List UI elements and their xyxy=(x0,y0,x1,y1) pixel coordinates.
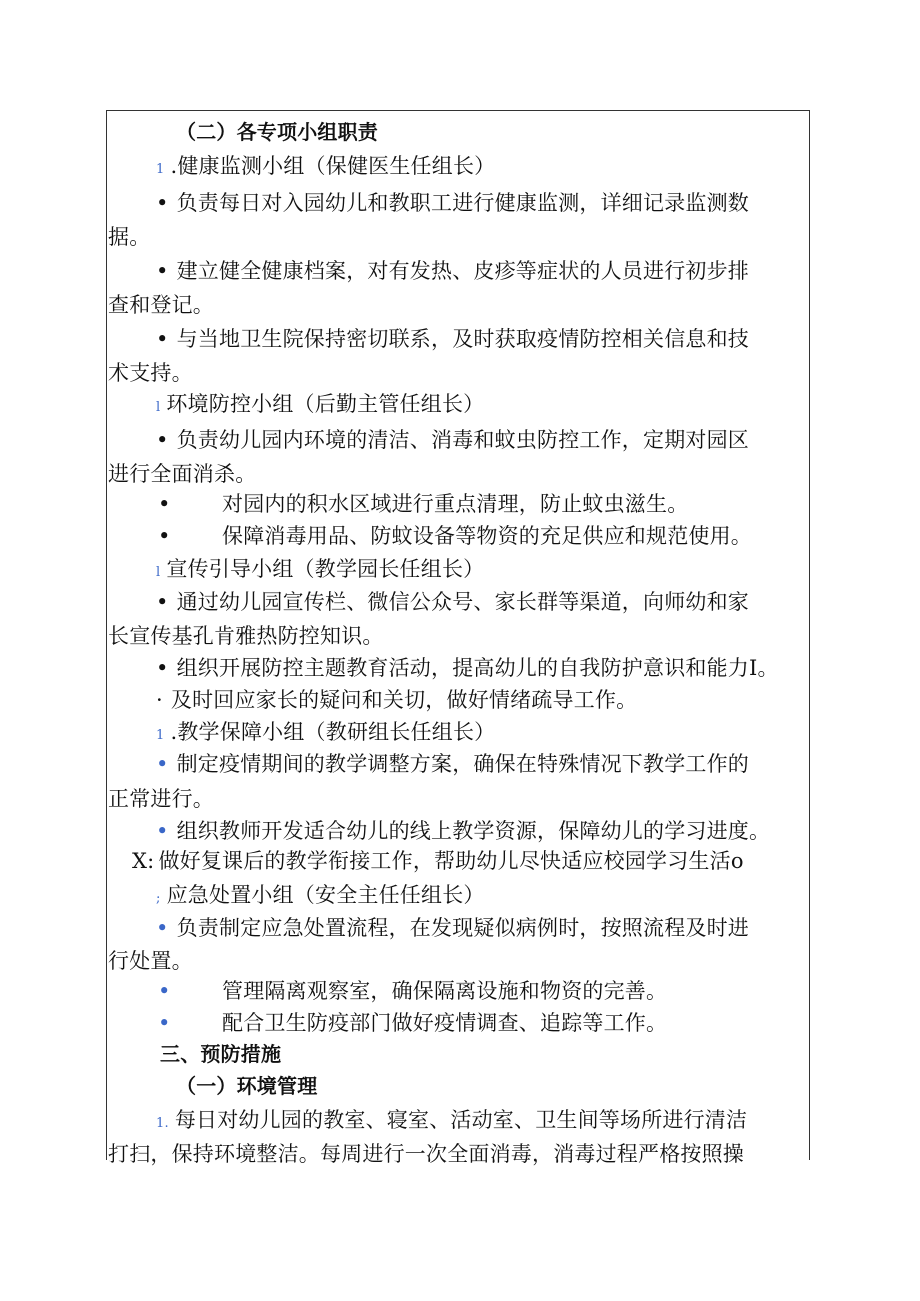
paragraph-text: 保障消毒用品、防蚊设备等物资的充足供应和规范使用。 xyxy=(222,524,752,548)
text-line xyxy=(158,488,688,520)
bullet-icon: • xyxy=(156,428,169,452)
group-title: 宣传引导小组（教学园长任组长） xyxy=(166,557,485,581)
text-line xyxy=(108,620,384,652)
paragraph-text: 负责幼儿园内环境的清洁、消毒和蚊虫防控工作，定期对园区 xyxy=(176,428,749,452)
text-line xyxy=(156,815,770,847)
text-line xyxy=(108,945,193,977)
text-line xyxy=(108,221,150,253)
list-marker: X: xyxy=(132,849,155,873)
text-line xyxy=(160,1038,281,1070)
paragraph-text: 配合卫生防疫部门做好疫情调查、追踪等工作。 xyxy=(222,1011,668,1035)
text-line xyxy=(108,289,214,321)
paragraph-text: 正常进行。 xyxy=(108,787,214,811)
paragraph-text: 制定疫情期间的教学调整方案，确保在特殊情况下教学工作的 xyxy=(176,752,749,776)
bullet-icon: • xyxy=(156,191,169,215)
paragraph-text: 查和登记。 xyxy=(108,293,214,317)
paragraph-text: 对园内的积水区域进行重点清理，防止蚊虫滋生。 xyxy=(222,492,689,516)
group-title: 每日对幼儿园的教室、寝室、活动室、卫生间等场所进行清洁 xyxy=(174,1108,748,1132)
text-line xyxy=(158,1007,667,1039)
paragraph-text: 据。 xyxy=(108,225,151,249)
paragraph-text: 与当地卫生院保持密切联系，及时获取疫情防控相关信息和技 xyxy=(176,327,749,351)
text-line xyxy=(156,424,749,456)
paragraph-text: 负责每日对入园幼儿和教职工进行健康监测，详细记录监测数 xyxy=(176,191,749,215)
bullet-icon: • xyxy=(158,524,171,548)
paragraph-text: 行处置。 xyxy=(108,949,193,973)
text-line xyxy=(132,845,744,877)
group-title: .教学保障小组（教研组长任组长） xyxy=(170,720,496,744)
text-line xyxy=(156,652,779,684)
text-line xyxy=(156,553,484,585)
text-line xyxy=(158,975,667,1007)
text-line xyxy=(156,716,495,748)
text-line xyxy=(108,783,214,815)
list-number: ; xyxy=(156,891,161,906)
list-number: 1. xyxy=(156,1116,169,1131)
bullet-icon: • xyxy=(156,916,169,940)
list-number: l xyxy=(156,400,161,415)
text-line xyxy=(108,357,193,389)
text-line xyxy=(176,116,378,148)
bullet-icon: • xyxy=(156,327,169,351)
text-line xyxy=(158,520,752,552)
list-number: l xyxy=(156,565,161,580)
section-heading: 三、预防措施 xyxy=(160,1042,282,1066)
paragraph-text: 通过幼儿园宣传栏、微信公众号、家长群等渠道，向师幼和家 xyxy=(176,590,749,614)
text-line xyxy=(156,748,749,780)
paragraph-text: 负责制定应急处置流程，在发现疑似病例时，按照流程及时进 xyxy=(176,916,749,940)
text-line xyxy=(156,586,749,618)
text-line xyxy=(108,1138,744,1170)
bullet-icon: • xyxy=(156,752,169,776)
text-line xyxy=(156,150,495,182)
paragraph-text: 打扫，保持环境整洁。每周进行一次全面消毒，消毒过程严格按照操 xyxy=(108,1142,744,1166)
paragraph-text: 组织开展防控主题教育活动，提高幼儿的自我防护意识和能力I。 xyxy=(176,656,779,680)
text-line xyxy=(156,255,749,287)
bullet-icon: · xyxy=(156,688,163,712)
bullet-icon: • xyxy=(156,259,169,283)
bullet-icon: • xyxy=(158,1011,171,1035)
text-line xyxy=(156,388,484,420)
group-title: 应急处置小组（安全主任任组长） xyxy=(166,883,485,907)
group-title: 环境防控小组（后勤主管任组长） xyxy=(166,392,485,416)
paragraph-text: 管理隔离观察室，确保隔离设施和物资的完善。 xyxy=(222,979,668,1003)
paragraph-text: 组织教师开发适合幼儿的线上教学资源，保障幼儿的学习进度。 xyxy=(176,819,771,843)
paragraph-text: 建立健全健康档案，对有发热、皮疹等症状的人员进行初步排 xyxy=(176,259,749,283)
paragraph-text: 长宣传基孔肯雅热防控知识。 xyxy=(108,624,384,648)
section-heading: （一）环境管理 xyxy=(176,1074,318,1098)
text-line xyxy=(108,458,256,490)
list-number: 1 xyxy=(156,728,165,743)
paragraph-text: 术支持。 xyxy=(108,361,193,385)
bullet-icon: • xyxy=(156,590,169,614)
bullet-icon: • xyxy=(156,819,169,843)
text-line xyxy=(156,879,485,911)
paragraph-text: 进行全面消杀。 xyxy=(108,462,257,486)
paragraph-text: 做好复课后的教学衔接工作，帮助幼儿尽快适应校园学习生活o xyxy=(158,849,744,873)
bullet-icon: • xyxy=(158,492,171,516)
list-number: 1 xyxy=(156,162,165,177)
text-line xyxy=(176,1070,317,1102)
text-line xyxy=(156,912,749,944)
text-line xyxy=(156,323,749,355)
bullet-icon: • xyxy=(156,656,169,680)
paragraph-text: 及时回应家长的疑问和关切，做好情绪疏导工作。 xyxy=(170,688,638,712)
text-line xyxy=(156,1104,747,1136)
text-line xyxy=(156,684,637,716)
text-line xyxy=(156,187,749,219)
bullet-icon: • xyxy=(158,979,171,1003)
section-heading: （二）各专项小组职责 xyxy=(176,120,378,144)
group-title: .健康监测小组（保健医生任组长） xyxy=(170,154,496,178)
